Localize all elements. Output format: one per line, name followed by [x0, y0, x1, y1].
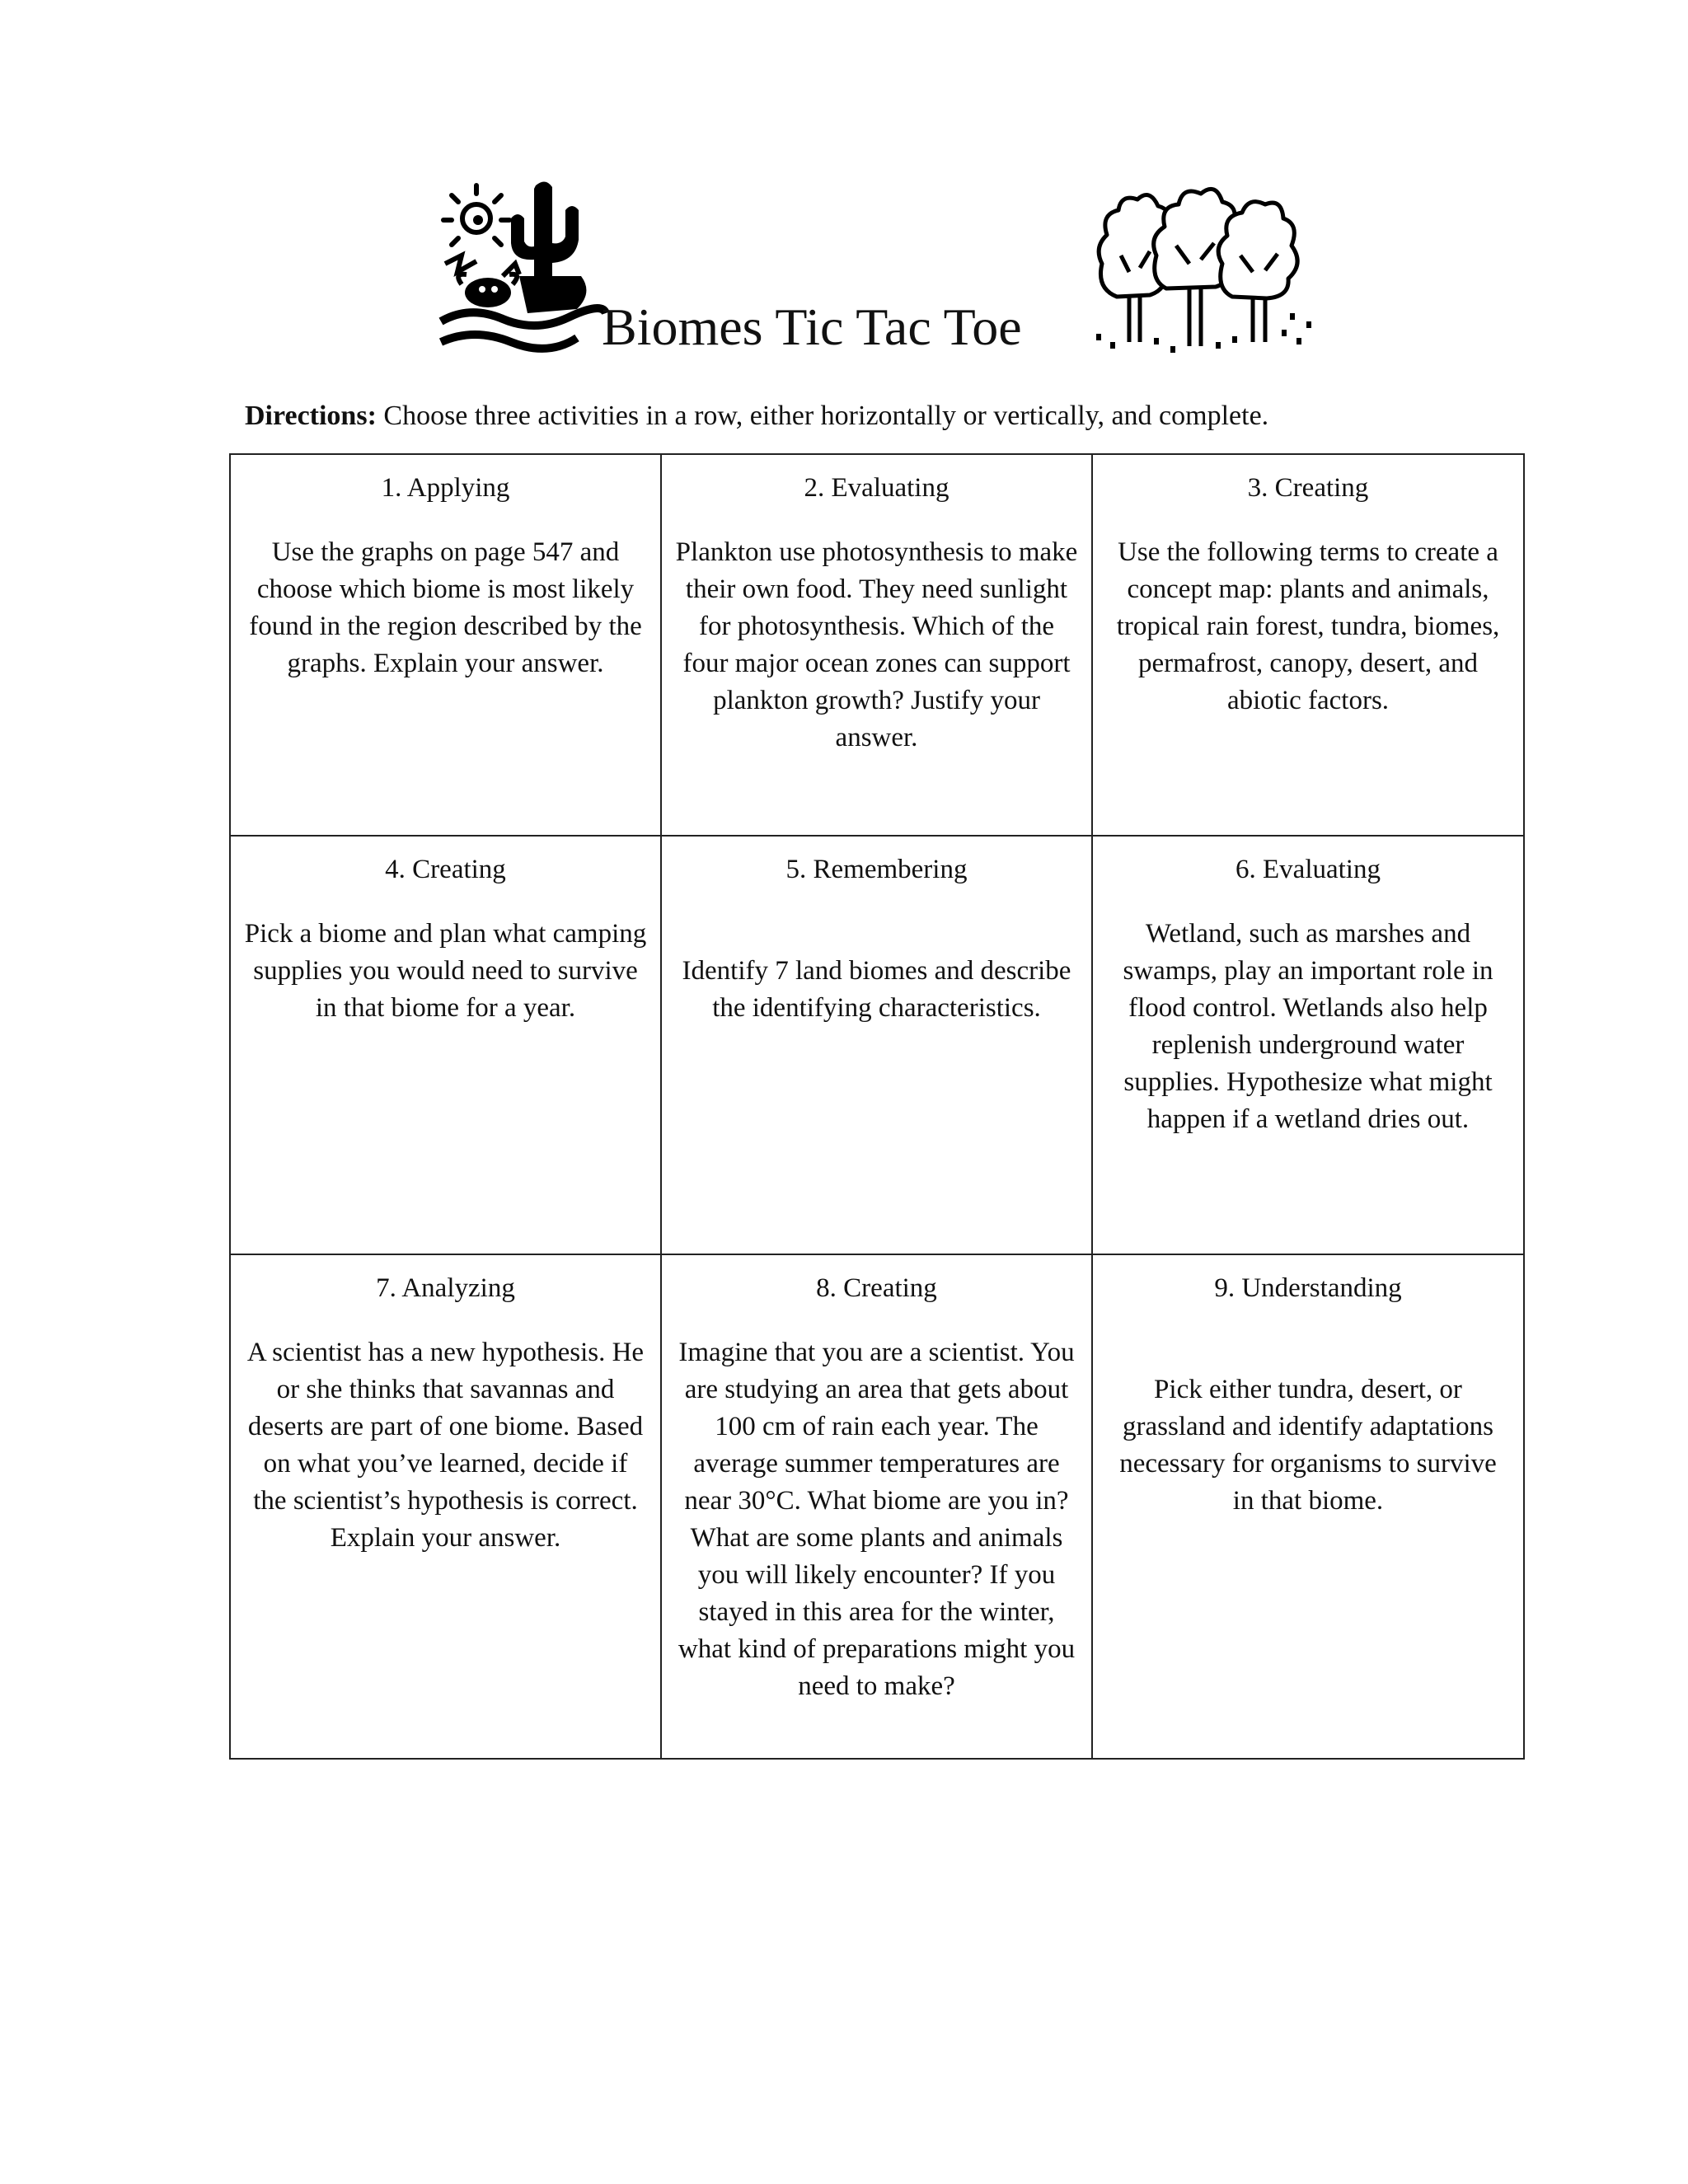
activity-title: 8. Creating: [816, 1273, 937, 1303]
activity-text: A scientist has a new hypothesis. He or she thinks that savannas and deserts are part of one biome. Based on what you’ve learned, decide if the scientist’s hypothesis is correct. Explain your answer.: [246, 1338, 645, 1553]
activity-title: 4. Creating: [385, 855, 506, 884]
activity-title: 2. Evaluating: [804, 473, 950, 503]
activity-cell-6: [1092, 836, 1524, 1254]
activity-title: 7. Analyzing: [376, 1273, 515, 1303]
directions-text: Choose three activities in a row, either horizontally or vertically, and complete.: [383, 401, 1269, 431]
tic-tac-toe-grid: [229, 453, 1525, 1760]
activity-cell-2: [661, 454, 1092, 836]
activity-title: 9. Understanding: [1214, 1273, 1402, 1303]
activity-cell-5: [661, 836, 1092, 1254]
activity-text: Pick either tundra, desert, or grassland and identify adaptations necessary for organisms to survive in that biome.: [1119, 1375, 1497, 1516]
activity-text: Pick a biome and plan what camping supplies you would need to survive in that biome for a year.: [244, 919, 647, 1023]
directions: [245, 401, 1268, 432]
activity-title: 1. Applying: [381, 473, 510, 503]
grid-row: [230, 1254, 1524, 1759]
activity-text: Identify 7 land biomes and describe the identifying characteristics.: [682, 956, 1071, 1023]
forest-clipart-icon: [1092, 173, 1315, 354]
grid-row: [230, 836, 1524, 1254]
activity-cell-4: [230, 836, 661, 1254]
activity-title: 5. Remembering: [785, 855, 968, 884]
activity-text: Use the following terms to create a concept map: plants and animals, tropical rain forest, tundra, biomes, permafrost, canopy, desert, and abiotic factors.: [1116, 537, 1500, 715]
activity-title: 6. Evaluating: [1236, 855, 1381, 884]
page-title: Biomes Tic Tac Toe: [602, 298, 1022, 356]
title-block: [437, 169, 1343, 367]
activity-cell-1: [230, 454, 661, 836]
activity-cell-3: [1092, 454, 1524, 836]
directions-label: Directions:: [245, 401, 377, 431]
activity-text: Imagine that you are a scientist. You are studying an area that gets about 100 cm of rain each year. The average summer temperatures are near 30°C. What biome are you in? What are some plants and animals you will likely encounter? If you stayed in this area for the winter, what kind of preparations might you need to make?: [678, 1338, 1076, 1701]
activity-cell-9: [1092, 1254, 1524, 1759]
activity-text: Use the graphs on page 547 and choose which biome is most likely found in the region described by the graphs. Explain your answer.: [249, 537, 642, 678]
desert-clipart-icon: [437, 169, 610, 359]
activity-text: Wetland, such as marshes and swamps, play an important role in flood control. Wetlands also help replenish underground water supplies. Hypothesize what might happen if a wetland dries out.: [1123, 919, 1493, 1134]
activity-cell-7: [230, 1254, 661, 1759]
grid-row: [230, 454, 1524, 836]
activity-text: Plankton use photosynthesis to make their own food. They need sunlight for photosynthesis. Which of the four major ocean zones can support plankton growth? Justify your answer.: [675, 537, 1078, 752]
activity-cell-8: [661, 1254, 1092, 1759]
activity-title: 3. Creating: [1247, 473, 1369, 503]
